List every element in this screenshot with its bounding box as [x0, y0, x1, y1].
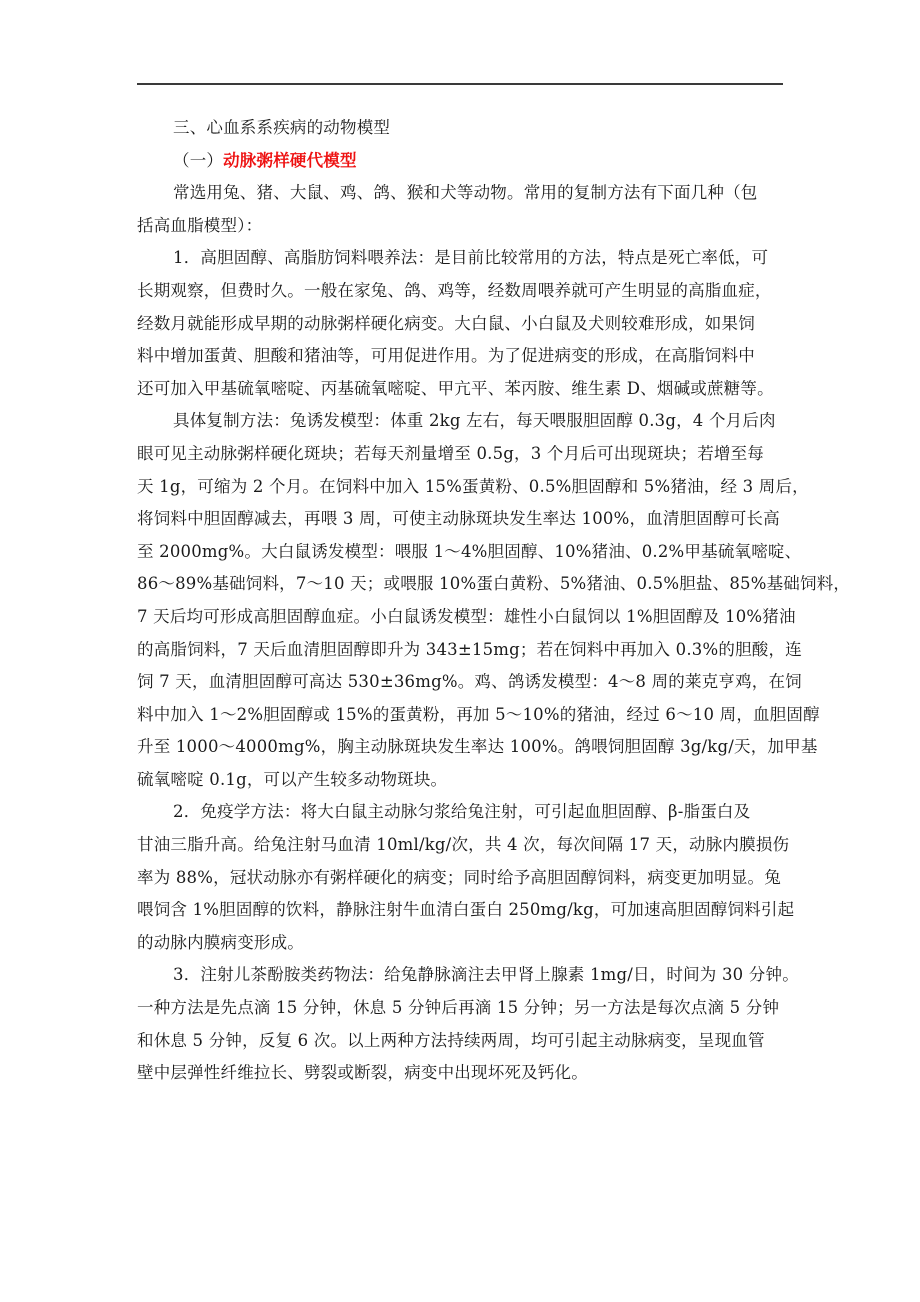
paragraph-line: 料中加入 1～2%胆固醇或 15%的蛋黄粉，再加 5～10%的猪油，经过 6～10 周，血胆固醇 — [137, 704, 820, 724]
paragraph-line: 3．注射儿茶酚胺类药物法：给兔静脉滴注去甲肾上腺素 1mg/日，时间为 30 分钟。 — [173, 965, 799, 985]
subsection-title: 动脉粥样硬代模型 — [223, 150, 357, 170]
paragraph-line: 7 天后均可形成高胆固醇血症。小白鼠诱发模型：雄性小白鼠饲以 1%胆固醇及 10%猪油 — [137, 606, 796, 626]
paragraph-line: 率为 88%，冠状动脉亦有粥样硬化的病变；同时给予高胆固醇饲料，病变更加明显。兔 — [137, 867, 781, 887]
paragraph-line: 一种方法是先点滴 15 分钟，休息 5 分钟后再滴 15 分钟；另一方法是每次点滴 5 分钟 — [137, 998, 780, 1018]
paragraph-line: 眼可见主动脉粥样硬化斑块；若每天剂量增至 0.5g，3 个月后可出现斑块；若增至每 — [137, 443, 764, 463]
paragraph-line: 喂饲含 1%胆固醇的饮料，静脉注射牛血清白蛋白 250mg/kg，可加速高胆固醇饲料引起 — [137, 900, 795, 920]
paragraph-line: 料中增加蛋黄、胆酸和猪油等，可用促进作用。为了促进病变的形成，在高脂饲料中 — [137, 346, 755, 366]
paragraph-line: 2．免疫学方法：将大白鼠主动脉匀浆给兔注射，可引起血胆固醇、β-脂蛋白及 — [173, 802, 751, 822]
paragraph-line: 具体复制方法：兔诱发模型：体重 2kg 左右，每天喂服胆固醇 0.3g，4 个月后肉 — [173, 411, 776, 431]
document-page — [137, 112, 851, 1090]
paragraph-line: 硫氧嘧啶 0.1g，可以产生较多动物斑块。 — [137, 769, 448, 789]
paragraph-line: 括高血脂模型）： — [137, 215, 263, 235]
paragraph-line: 的高脂饲料，7 天后血清胆固醇即升为 343±15mg；若在饲料中再加入 0.3%的胆酸，连 — [137, 639, 802, 659]
paragraph-line: 长期观察，但费时久。一般在家兔、鸽、鸡等，经数周喂养就可产生明显的高脂血症， — [137, 280, 772, 300]
section-heading: 三、心血系系疾病的动物模型 — [173, 118, 391, 137]
paragraph-line: 和休息 5 分钟，反复 6 次。以上两种方法持续两周，均可引起主动脉病变，呈现血管 — [137, 1030, 765, 1050]
paragraph-line: 的动脉内膜病变形成。 — [137, 932, 304, 952]
paragraph-line: 饲 7 天，血清胆固醇可高达 530±36mg%。鸡、鸽诱发模型：4～8 周的莱克亨鸡，在饲 — [137, 672, 802, 692]
paragraph-line: 甘油三脂升高。给兔注射马血清 10ml/kg/次，共 4 次，每次间隔 17 天，动脉内膜损伤 — [137, 835, 790, 855]
paragraph-line: 壁中层弹性纤维拉长、劈裂或断裂，病变中出现坏死及钙化。 — [137, 1063, 588, 1083]
paragraph-line: 至 2000mg%。大白鼠诱发模型：喂服 1～4%胆固醇、10%猪油、0.2%甲基硫氧嘧啶、 — [137, 541, 802, 561]
header-rule — [137, 83, 783, 85]
paragraph-line: 经数月就能形成早期的动脉粥样硬化病变。大白鼠、小白鼠及犬则较难形成，如果饲 — [137, 313, 755, 333]
paragraph-line: 天 1g，可缩为 2 个月。在饲料中加入 15%蛋黄粉、0.5%胆固醇和 5%猪油，经 3 周后， — [137, 476, 809, 496]
paragraph-line: 常选用兔、猪、大鼠、鸡、鸽、猴和犬等动物。常用的复制方法有下面几种（包 — [173, 183, 758, 203]
subsection-prefix: （一） — [173, 150, 224, 170]
paragraph-line: 将饲料中胆固醇减去，再喂 3 周，可使主动脉斑块发生率达 100%，血清胆固醇可长高 — [137, 509, 780, 529]
paragraph-line: 还可加入甲基硫氧嘧啶、丙基硫氧嘧啶、甲亢平、苯丙胺、维生素 D、烟碱或蔗糖等。 — [137, 378, 774, 398]
paragraph-line: 1．高胆固醇、高脂肪饲料喂养法：是目前比较常用的方法，特点是死亡率低，可 — [173, 248, 769, 268]
subsection-heading — [137, 145, 785, 178]
paragraph-line: 86～89%基础饲料，7～10 天；或喂服 10%蛋白黄粉、5%猪油、0.5%胆盐、85%基础饲料， — [137, 574, 851, 594]
paragraph-line: 升至 1000～4000mg%，胸主动脉斑块发生率达 100%。鸽喂饲胆固醇 3g/kg/天，加甲基 — [137, 737, 818, 757]
